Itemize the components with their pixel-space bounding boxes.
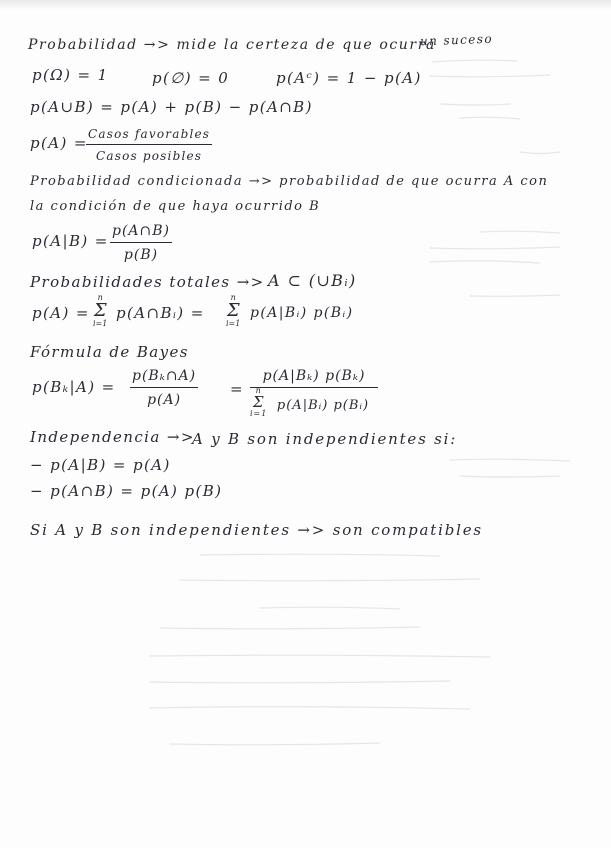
bayes-sum-upper: n [255, 386, 262, 395]
sum-2 [226, 294, 240, 328]
total-lhs: p(A) = [32, 304, 90, 322]
total-heading: Probabilidades totales →> [30, 273, 265, 291]
total-term-2: p(A|Bᵢ) p(Bᵢ) [250, 305, 354, 321]
title-line [28, 38, 436, 52]
sum-1 [93, 294, 107, 328]
bayes-equals: = [230, 380, 244, 398]
axiom-empty: p(∅) = 0 [152, 69, 230, 87]
sum-1-sigma-icon: Σ [93, 300, 107, 321]
bayes-fraction-2 [250, 368, 378, 418]
title-text: Probabilidad →> mide la certeza de que ocurra [28, 37, 436, 53]
bayes-fraction-1 [130, 368, 198, 408]
conditional-lhs: p(A|B) = [32, 232, 109, 250]
laplace-lhs: p(A) = [30, 134, 88, 152]
bayes-sum [250, 387, 267, 418]
bayes-denominator-term: p(A|Bᵢ) p(Bᵢ) [276, 398, 370, 413]
total-condition: A ⊂ (∪Bᵢ) [268, 271, 357, 290]
axiom-omega: p(Ω) = 1 [32, 66, 109, 84]
conditional-numerator: p(A∩B) [110, 223, 172, 243]
bayes-denominator-2 [250, 386, 378, 418]
independence-statement: A y B son independientes si: [192, 430, 458, 448]
bayes-denominator-1: p(A) [147, 392, 182, 408]
bayes-sigma-icon: Σ [252, 393, 265, 411]
sum-2-sigma-icon: Σ [226, 300, 240, 321]
sum-1-lower: i=1 [93, 319, 108, 328]
sum-1-upper: n [97, 293, 103, 302]
page-top-edge [0, 0, 611, 10]
union-formula: p(A∪B) = p(A) + p(B) − p(A∩B) [30, 98, 313, 116]
bayes-sum-lower: i=1 [250, 409, 268, 418]
bayes-lhs: p(Bₖ|A) = [32, 378, 116, 396]
sum-2-lower: i=1 [226, 319, 241, 328]
bayes-heading: Fórmula de Bayes [30, 343, 189, 361]
axiom-complement: p(Aᶜ) = 1 − p(A) [276, 69, 422, 87]
total-term-1: p(A∩Bᵢ) = [116, 304, 205, 322]
laplace-numerator: Casos favorables [86, 127, 212, 145]
conditional-fraction [110, 223, 172, 263]
sum-2-upper: n [230, 293, 236, 302]
laplace-fraction [86, 127, 212, 163]
independence-item-2: − p(A∩B) = p(A) p(B) [30, 482, 223, 500]
bayes-numerator-1: p(Bₖ∩A) [130, 368, 198, 388]
conditional-subheading: la condición de que haya ocurrido B [30, 199, 321, 214]
independence-heading: Independencia →> [30, 428, 195, 446]
title-continuation: un suceso [419, 31, 494, 49]
bayes-numerator-2: p(A|Bₖ) p(Bₖ) [250, 368, 378, 388]
independence-item-1: − p(A|B) = p(A) [30, 456, 171, 474]
independence-conclusion: Si A y B son independientes →> son compatibles [30, 521, 483, 539]
conditional-denominator: p(B) [123, 247, 159, 263]
laplace-denominator: Casos posibles [95, 149, 203, 163]
conditional-heading: Probabilidad condicionada →> probabilidad de que ocurra A con [30, 174, 549, 189]
